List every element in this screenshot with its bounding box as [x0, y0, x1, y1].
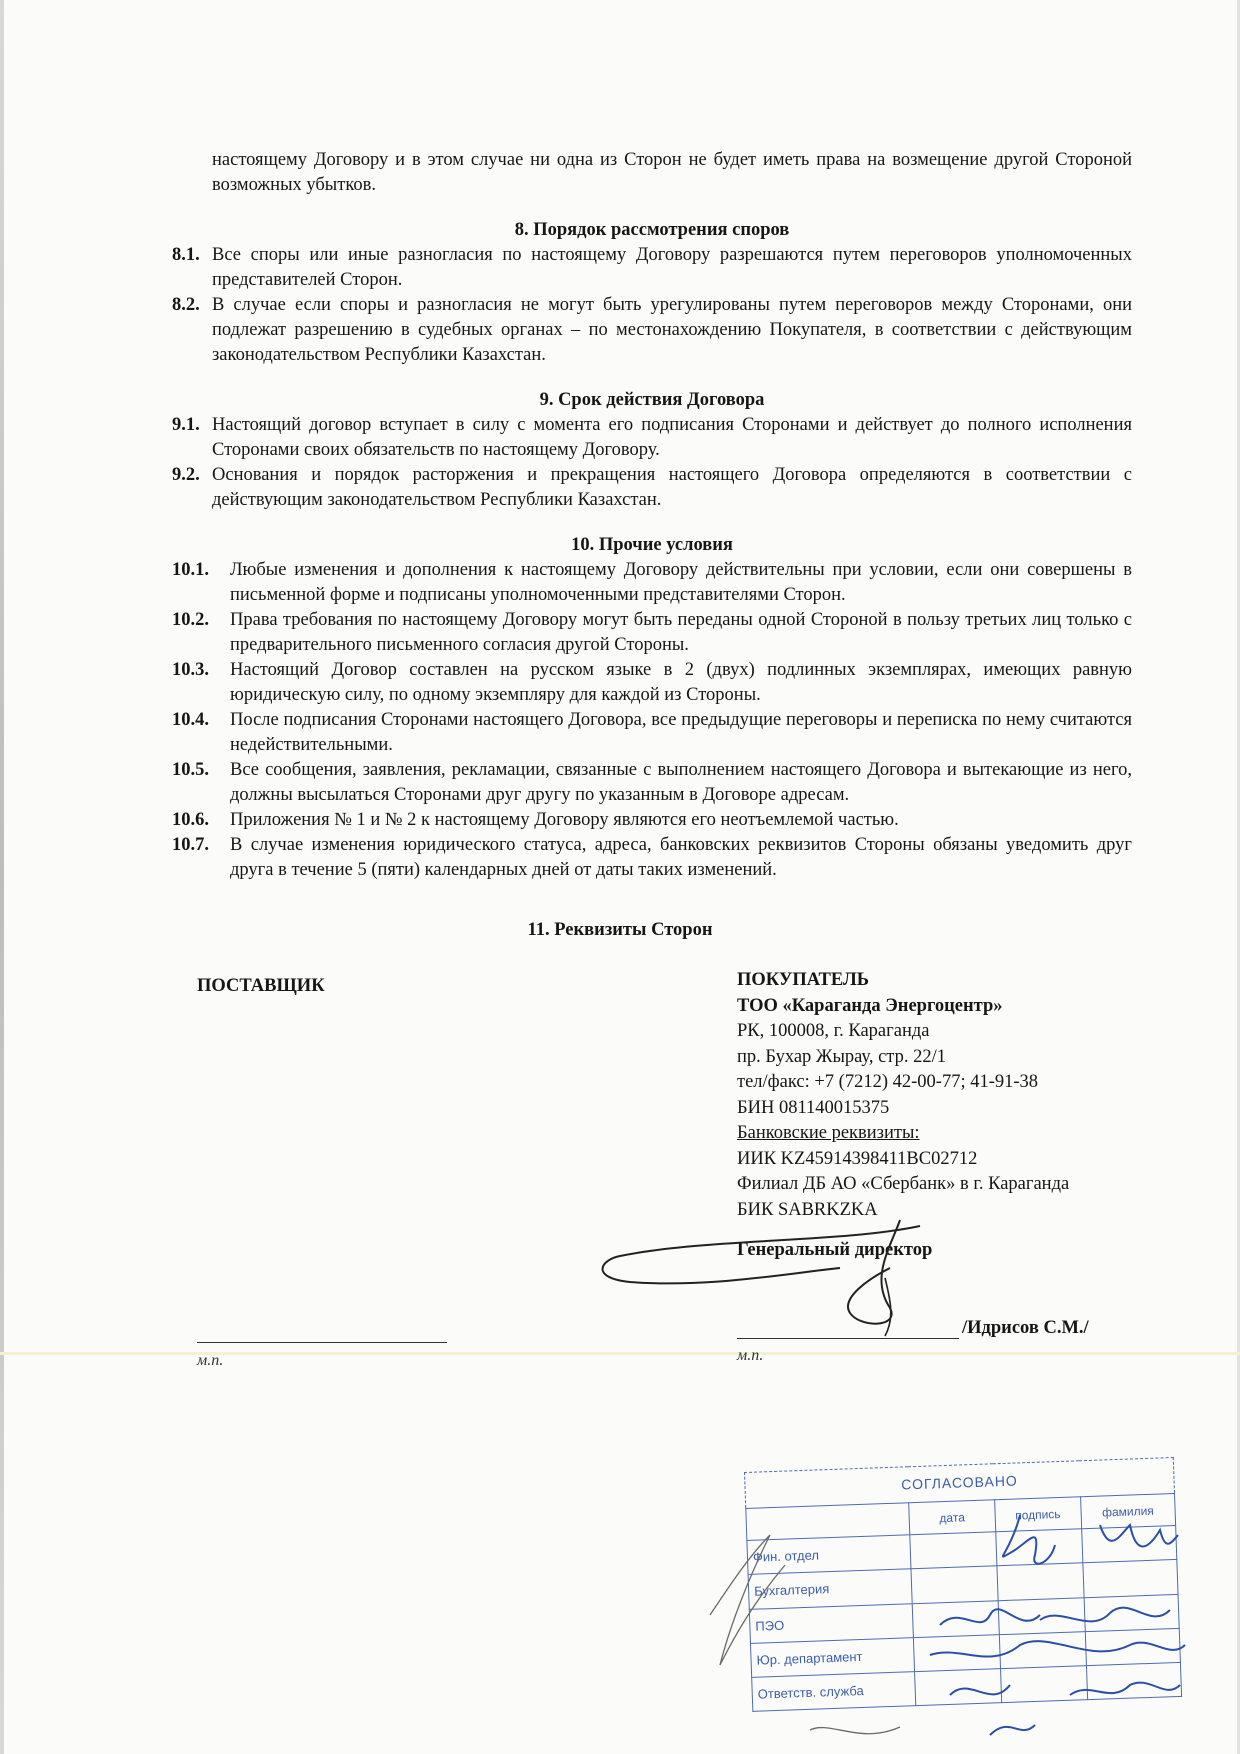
- supplier-seal-place: м.п.: [197, 1352, 224, 1369]
- clause-number: 10.1.: [172, 560, 209, 580]
- director-signature-icon: [590, 1218, 933, 1348]
- clause-10-6: [172, 808, 1132, 833]
- clause-text: Приложения № 1 и № 2 к настоящему Договору являются его неотъемлемой частью.: [230, 810, 899, 830]
- buyer-bik: БИК SABRKZKA: [737, 1199, 878, 1220]
- clause-number: 10.6.: [172, 810, 209, 830]
- buyer-seal-place: м.п.: [737, 1347, 764, 1364]
- clause-text: После подписания Сторонами настоящего Договора, все предыдущие переговоры и переписка по нему считаются недействительными.: [230, 710, 1132, 755]
- stamp-row-label: Фин. отдел: [747, 1535, 911, 1575]
- supplier-signature-line: [197, 1342, 447, 1343]
- clause-9-2: [172, 463, 1132, 513]
- clause-number: 8.2.: [172, 295, 200, 315]
- director-name: /Идрисов С.М./: [962, 1318, 1089, 1338]
- section-9-title: 9. Срок действия Договора: [539, 390, 765, 410]
- clause-text: Настоящий договор вступает в силу с момента его подписания Сторонами и действует до полного исполнения Сторонами своих обязательств по настоящему Договору.: [212, 415, 1132, 460]
- contract-body: [172, 148, 1132, 883]
- clause-text: Основания и порядок расторжения и прекращения настоящего Договора определяются в соответствии с действующим законодательством Республики Казахстан.: [212, 465, 1132, 510]
- scan-edge-left: [0, 0, 4, 1754]
- clause-text: Настоящий Договор составлен на русском языке в 2 (двух) подлинных экземплярах, имеющих равную юридическую силу, по одному экземпляру для каждой из Стороны.: [230, 660, 1132, 705]
- buyer-address-1: РК, 100008, г. Караганда: [737, 1021, 930, 1041]
- stamp-title: СОГЛАСОВАНО: [745, 1458, 1175, 1509]
- clause-number: 8.1.: [172, 245, 200, 265]
- clause-text: Все споры или иные разногласия по настоящему Договору разрешаются путем переговоров уполномоченных представителей Сторон.: [212, 245, 1132, 290]
- stamp-row-label: Бухгалтерия: [748, 1569, 912, 1609]
- clause-text: В случае если споры и разногласия не могут быть урегулированы путем переговоров между Сторонами, они подлежат разрешению в судебных органах – по местонахождению Покупателя, в соответствии с действующим законодательством Республики Казахстан.: [212, 295, 1132, 365]
- buyer-address-2: пр. Бухар Жырау, стр. 22/1: [737, 1046, 946, 1067]
- clause-text: В случае изменения юридического статуса, адреса, банковских реквизитов Стороны обязаны уведомить друг друга в течение 5 (пяти) календарных дней от даты таких изменений.: [230, 835, 1132, 880]
- buyer-bank: Филиал ДБ АО «Сбербанк» в г. Караганда: [737, 1174, 1070, 1194]
- clause-10-2: [172, 608, 1132, 658]
- clause-number: 9.2.: [172, 465, 200, 485]
- buyer-signature-line: [737, 1338, 959, 1339]
- buyer-phone: тел/факс: +7 (7212) 42-00-77; 41-91-38: [737, 1072, 1039, 1092]
- approval-stamp: [744, 1457, 1182, 1712]
- clause-number: 10.3.: [172, 660, 209, 680]
- paper-fold-line: [0, 1352, 1240, 1355]
- clause-8-2: [172, 293, 1132, 368]
- stamp-row-label: ПЭО: [749, 1603, 913, 1643]
- stamp-row-label: Ответств. служба: [752, 1671, 916, 1711]
- clause-number: 10.2.: [172, 610, 209, 630]
- clause-text: Права требования по настоящему Договору могут быть переданы одной Стороной в пользу третьих лиц только с предварительного письменного согласия другой Стороны.: [230, 610, 1132, 655]
- stamp-col-date: дата: [909, 1500, 996, 1535]
- buyer-details: [737, 968, 1069, 1223]
- director-title: Генеральный директор: [737, 1240, 933, 1260]
- clause-text: Все сообщения, заявления, рекламации, связанные с выполнением настоящего Договора и вытекающие из него, должны высылаться Сторонами друг другу по указанным в Договоре адресам.: [230, 760, 1132, 805]
- clause-10-3: [172, 658, 1132, 708]
- clause-8-1: [172, 243, 1132, 293]
- bank-details-label: Банковские реквизиты:: [737, 1123, 920, 1143]
- clause-number: 9.1.: [172, 415, 200, 435]
- buyer-label: ПОКУПАТЕЛЬ: [737, 970, 869, 990]
- section-10-title: 10. Прочие условия: [571, 535, 733, 555]
- clause-9-1: [172, 413, 1132, 463]
- clause-number: 10.7.: [172, 835, 209, 855]
- supplier-label: ПОСТАВЩИК: [197, 976, 325, 996]
- clause-10-4: [172, 708, 1132, 758]
- section-8-title: 8. Порядок рассмотрения споров: [514, 220, 790, 240]
- stamp-row-label: Юр. департамент: [750, 1637, 914, 1677]
- buyer-iik: ИИК KZ45914398411BC02712: [737, 1148, 978, 1169]
- stamp-col-sign: подпись: [994, 1497, 1081, 1532]
- buyer-bin: БИН 081140015375: [737, 1097, 890, 1118]
- stamp-col-surname: фамилия: [1080, 1493, 1175, 1529]
- clause-10-7: [172, 833, 1132, 883]
- clause-10-1: [172, 558, 1132, 608]
- clause-number: 10.4.: [172, 710, 209, 730]
- clause-10-5: [172, 758, 1132, 808]
- intro-paragraph: настоящему Договору и в этом случае ни одна из Сторон не будет иметь права на возмещение другой Стороной возможных убытков.: [212, 150, 1132, 195]
- buyer-name: ТОО «Караганда Энергоцентр»: [737, 995, 1003, 1016]
- section-11-title: 11. Реквизиты Сторон: [527, 920, 713, 940]
- clause-text: Любые изменения и дополнения к настоящему Договору действительны при условии, если они совершены в письменной форме и подписаны уполномоченными представителями Сторон.: [230, 560, 1132, 605]
- clause-number: 10.5.: [172, 760, 209, 780]
